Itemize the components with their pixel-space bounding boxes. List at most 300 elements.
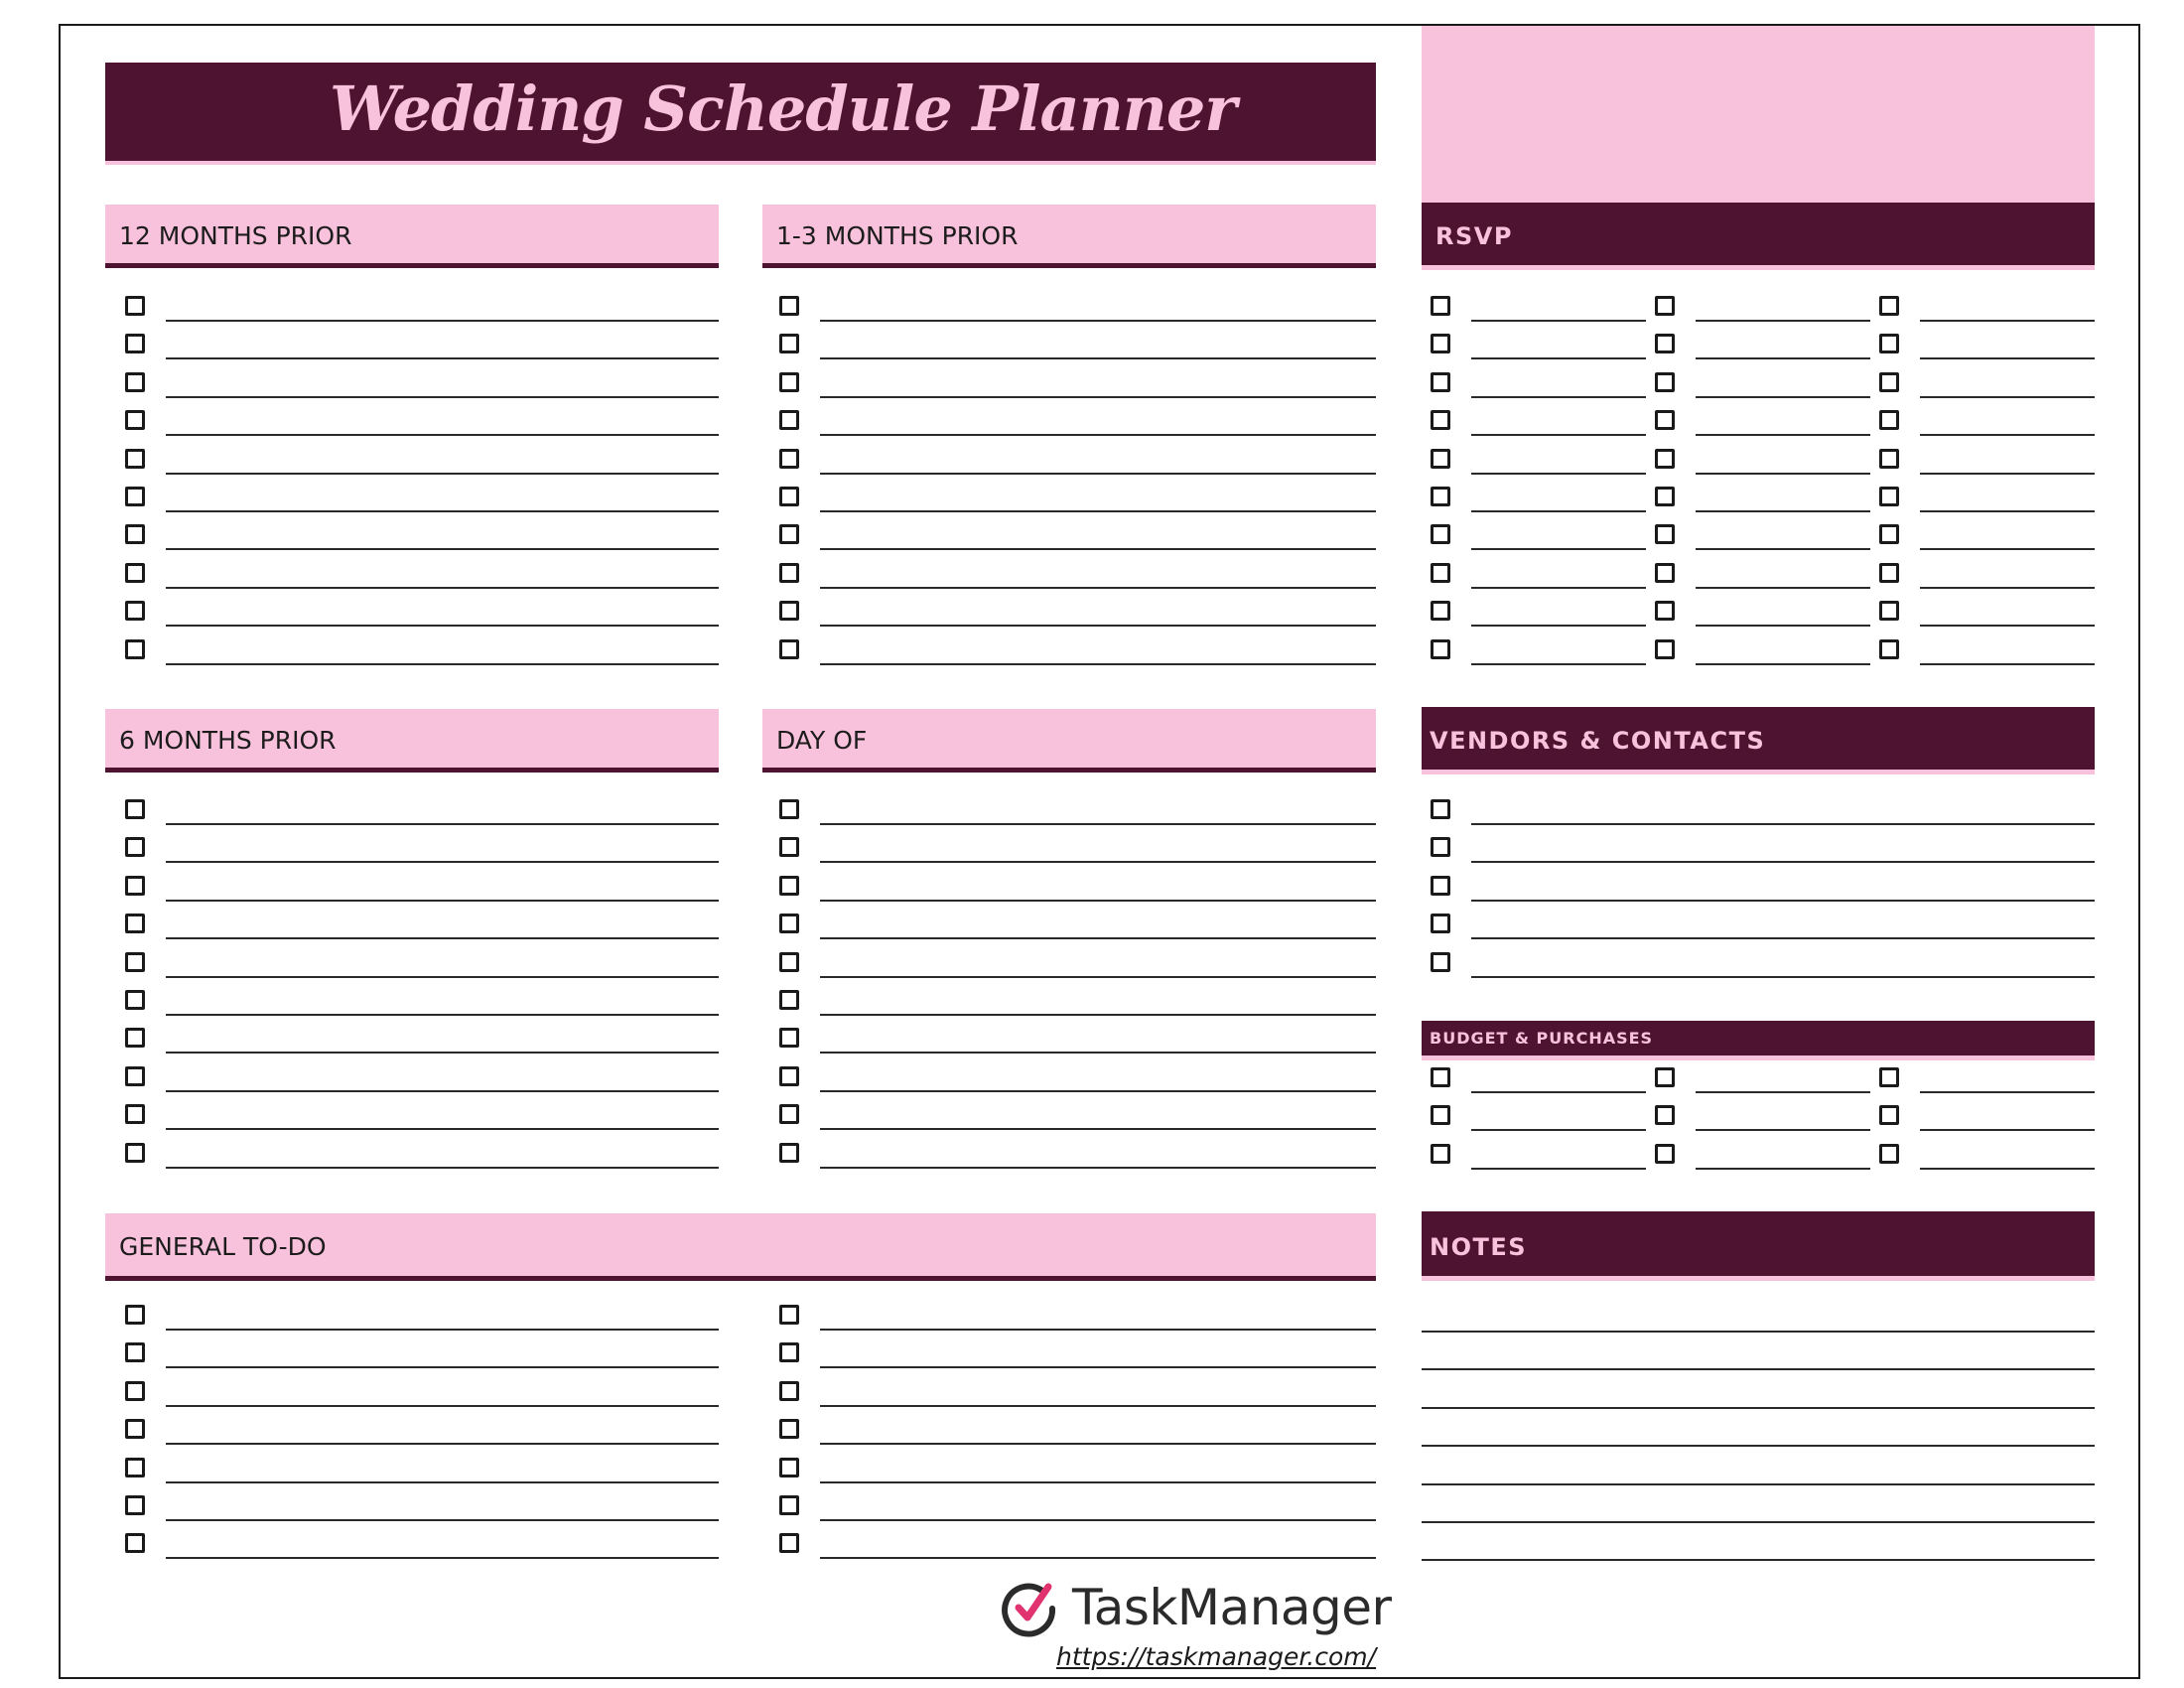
checkbox[interactable]: [779, 1495, 799, 1515]
write-in-line[interactable]: [1471, 663, 1646, 665]
checklist-row: [125, 632, 719, 669]
checkbox[interactable]: [125, 487, 145, 506]
checklist-row: [779, 593, 1376, 631]
write-in-line[interactable]: [1920, 663, 2095, 665]
checklist-row: [1431, 791, 2095, 829]
checkbox[interactable]: [779, 990, 799, 1010]
checklist-row: [1655, 516, 1870, 554]
checkbox[interactable]: [125, 1533, 145, 1553]
checkbox[interactable]: [1879, 1067, 1899, 1087]
brand-name: TaskManager: [1072, 1579, 1392, 1636]
write-in-line[interactable]: [166, 1519, 719, 1521]
checkbox[interactable]: [125, 601, 145, 621]
write-in-line[interactable]: [1471, 357, 1646, 359]
checklist-row: [1879, 593, 2095, 631]
checkbox[interactable]: [1431, 952, 1450, 972]
checklist-row: [779, 402, 1376, 440]
checklist-row: [1431, 402, 1646, 440]
checklist-row: [125, 1335, 719, 1372]
write-in-line[interactable]: [1696, 434, 1870, 436]
checklist-row: [125, 1020, 719, 1057]
write-in-line[interactable]: [1920, 320, 2095, 322]
write-in-line[interactable]: [166, 625, 719, 627]
checklist-row: [1655, 1097, 1870, 1135]
write-in-line[interactable]: [820, 861, 1376, 863]
write-in-line[interactable]: [166, 357, 719, 359]
checkbox[interactable]: [125, 990, 145, 1010]
checklist-row: [779, 632, 1376, 669]
write-in-line[interactable]: [166, 1366, 719, 1368]
checklist-row: [1879, 288, 2095, 326]
checkbox[interactable]: [779, 372, 799, 392]
checklist-row: [1655, 326, 1870, 363]
write-in-line[interactable]: [166, 434, 719, 436]
write-in-line[interactable]: [820, 625, 1376, 627]
write-in-line[interactable]: [1471, 434, 1646, 436]
write-in-line[interactable]: [1471, 625, 1646, 627]
checkbox[interactable]: [1431, 334, 1450, 353]
checkbox[interactable]: [1879, 601, 1899, 621]
checklist-row: [125, 555, 719, 593]
checklist-row: [1655, 555, 1870, 593]
write-in-line[interactable]: [1471, 861, 2095, 863]
checkbox[interactable]: [1655, 296, 1675, 316]
checkbox[interactable]: [1655, 1067, 1675, 1087]
section-title: 6 MONTHS PRIOR: [119, 726, 337, 755]
write-in-line[interactable]: [1920, 625, 2095, 627]
checkbox[interactable]: [1431, 1105, 1450, 1125]
checklist-row: [1655, 1136, 1870, 1174]
write-in-line[interactable]: [166, 587, 719, 589]
checkbox[interactable]: [1879, 372, 1899, 392]
checklist-row: [1431, 632, 1646, 669]
checkbox[interactable]: [779, 296, 799, 316]
checklist-row: [1655, 441, 1870, 479]
section-header-1-3-months: [762, 205, 1376, 268]
checkbox[interactable]: [779, 799, 799, 819]
write-in-line[interactable]: [820, 1014, 1376, 1016]
write-in-line[interactable]: [1471, 320, 1646, 322]
write-in-line[interactable]: [820, 320, 1376, 322]
checkbox[interactable]: [1655, 524, 1675, 544]
write-in-line[interactable]: [1920, 357, 2095, 359]
write-in-line[interactable]: [820, 1090, 1376, 1092]
checklist-row: [1879, 632, 2095, 669]
write-in-line[interactable]: [1471, 900, 2095, 902]
checklist-row: [779, 1020, 1376, 1057]
checkbox[interactable]: [1879, 524, 1899, 544]
checklist-row: [1879, 364, 2095, 402]
checkbox[interactable]: [779, 449, 799, 469]
checklist-row: [125, 906, 719, 943]
checklist-row: [1879, 326, 2095, 363]
write-in-line[interactable]: [820, 976, 1376, 978]
checkbox[interactable]: [1431, 296, 1450, 316]
write-in-line[interactable]: [820, 1329, 1376, 1331]
write-in-line[interactable]: [1471, 587, 1646, 589]
checklist-row: [125, 1450, 719, 1487]
section-title: VENDORS & CONTACTS: [1430, 727, 1766, 755]
checkbox[interactable]: [779, 876, 799, 896]
write-in-line[interactable]: [166, 861, 719, 863]
checkbox[interactable]: [779, 1533, 799, 1553]
write-in-line[interactable]: [1471, 937, 2095, 939]
write-in-line[interactable]: [166, 1090, 719, 1092]
section-header-notes: [1422, 1211, 2095, 1281]
write-in-line[interactable]: [1696, 396, 1870, 398]
checkbox[interactable]: [1431, 1144, 1450, 1164]
write-in-line[interactable]: [820, 1167, 1376, 1169]
checkbox[interactable]: [779, 410, 799, 430]
write-in-line[interactable]: [820, 1481, 1376, 1483]
note-line[interactable]: [1422, 1445, 2095, 1447]
write-in-line[interactable]: [1696, 548, 1870, 550]
checkbox[interactable]: [125, 296, 145, 316]
checklist-row: [1431, 1136, 1646, 1174]
write-in-line[interactable]: [820, 396, 1376, 398]
write-in-line[interactable]: [166, 320, 719, 322]
write-in-line[interactable]: [166, 1405, 719, 1407]
write-in-line[interactable]: [1920, 396, 2095, 398]
write-in-line[interactable]: [1920, 548, 2095, 550]
checkbox[interactable]: [1879, 563, 1899, 583]
checklist-row: [1431, 868, 2095, 906]
checklist-row: [779, 1525, 1376, 1563]
checkbox[interactable]: [779, 837, 799, 857]
write-in-line[interactable]: [820, 473, 1376, 475]
checkbox[interactable]: [125, 914, 145, 933]
checkbox[interactable]: [1655, 410, 1675, 430]
checklist-row: [1655, 402, 1870, 440]
write-in-line[interactable]: [166, 937, 719, 939]
write-in-line[interactable]: [166, 1557, 719, 1559]
write-in-line[interactable]: [820, 1366, 1376, 1368]
checkbox[interactable]: [1879, 639, 1899, 659]
write-in-line[interactable]: [1696, 320, 1870, 322]
decorative-pink-block: [1422, 26, 2095, 203]
checkbox[interactable]: [1431, 914, 1450, 933]
checkbox[interactable]: [1655, 334, 1675, 353]
section-header-rsvp: [1422, 203, 2095, 270]
checklist-row: [125, 593, 719, 631]
checklist-row: [1431, 364, 1646, 402]
checklist-row: [1879, 441, 2095, 479]
write-in-line[interactable]: [166, 1128, 719, 1130]
checkbox[interactable]: [1879, 296, 1899, 316]
checkbox[interactable]: [125, 1495, 145, 1515]
write-in-line[interactable]: [166, 1052, 719, 1054]
checklist-row: [125, 516, 719, 554]
note-line[interactable]: [1422, 1407, 2095, 1409]
note-line[interactable]: [1422, 1521, 2095, 1523]
checklist-row: [1655, 632, 1870, 669]
checkbox[interactable]: [1431, 876, 1450, 896]
write-in-line[interactable]: [1471, 1129, 1646, 1131]
section-title: 1-3 MONTHS PRIOR: [776, 221, 1019, 250]
checkbox[interactable]: [125, 1028, 145, 1048]
checkbox[interactable]: [1431, 487, 1450, 506]
section-title: NOTES: [1430, 1233, 1528, 1261]
write-in-line[interactable]: [166, 510, 719, 512]
checklist-row: [779, 1096, 1376, 1134]
page-title: Wedding Schedule Planner: [330, 72, 1236, 145]
write-in-line[interactable]: [166, 1329, 719, 1331]
checkbox[interactable]: [1879, 410, 1899, 430]
checkbox[interactable]: [779, 952, 799, 972]
write-in-line[interactable]: [166, 900, 719, 902]
write-in-line[interactable]: [166, 473, 719, 475]
checkbox[interactable]: [125, 1419, 145, 1439]
checkbox[interactable]: [125, 524, 145, 544]
write-in-line[interactable]: [166, 823, 719, 825]
checklist-row: [1655, 1059, 1870, 1097]
checklist-row: [1431, 479, 1646, 516]
note-line[interactable]: [1422, 1331, 2095, 1333]
checkbox[interactable]: [779, 1342, 799, 1362]
checklist-row: [125, 1525, 719, 1563]
write-in-line[interactable]: [1696, 1091, 1870, 1093]
checkbox[interactable]: [779, 1066, 799, 1086]
write-in-line[interactable]: [166, 396, 719, 398]
checkbox[interactable]: [1655, 563, 1675, 583]
write-in-line[interactable]: [820, 1052, 1376, 1054]
section-title: RSVP: [1435, 222, 1513, 250]
checkbox[interactable]: [125, 449, 145, 469]
write-in-line[interactable]: [1920, 1091, 2095, 1093]
section-header-budget: [1422, 1021, 2095, 1060]
checkmark-circle-icon: [999, 1579, 1058, 1638]
checklist-row: [1655, 364, 1870, 402]
checkbox[interactable]: [779, 563, 799, 583]
write-in-line[interactable]: [820, 1443, 1376, 1445]
checklist-row: [779, 1411, 1376, 1449]
checkbox[interactable]: [1431, 837, 1450, 857]
checklist-row: [1879, 1097, 2095, 1135]
checklist-row: [779, 1058, 1376, 1096]
checklist-row: [779, 288, 1376, 326]
checkbox[interactable]: [779, 1143, 799, 1163]
brand-url[interactable]: https://taskmanager.com/: [1056, 1642, 1377, 1671]
checklist-row: [1879, 516, 2095, 554]
write-in-line[interactable]: [820, 663, 1376, 665]
checklist-row: [125, 868, 719, 906]
checklist-row: [125, 1096, 719, 1134]
write-in-line[interactable]: [1696, 663, 1870, 665]
note-line[interactable]: [1422, 1368, 2095, 1370]
write-in-line[interactable]: [820, 1405, 1376, 1407]
checkbox[interactable]: [779, 601, 799, 621]
checkbox[interactable]: [125, 1342, 145, 1362]
write-in-line[interactable]: [820, 1519, 1376, 1521]
checkbox[interactable]: [125, 1458, 145, 1477]
checkbox[interactable]: [125, 372, 145, 392]
section-title: BUDGET & PURCHASES: [1430, 1029, 1654, 1048]
write-in-line[interactable]: [1696, 587, 1870, 589]
write-in-line[interactable]: [1696, 625, 1870, 627]
checklist-row: [1431, 516, 1646, 554]
write-in-line[interactable]: [820, 357, 1376, 359]
write-in-line[interactable]: [166, 663, 719, 665]
write-in-line[interactable]: [820, 434, 1376, 436]
write-in-line[interactable]: [820, 900, 1376, 902]
checkbox[interactable]: [125, 876, 145, 896]
checkbox[interactable]: [1655, 1144, 1675, 1164]
write-in-line[interactable]: [1471, 976, 2095, 978]
checkbox[interactable]: [1879, 334, 1899, 353]
write-in-line[interactable]: [1471, 548, 1646, 550]
checklist-row: [125, 1373, 719, 1411]
write-in-line[interactable]: [166, 1443, 719, 1445]
checkbox[interactable]: [125, 952, 145, 972]
checklist-row: [1879, 402, 2095, 440]
write-in-line[interactable]: [166, 1014, 719, 1016]
checkbox[interactable]: [1431, 524, 1450, 544]
write-in-line[interactable]: [166, 1167, 719, 1169]
checkbox[interactable]: [779, 334, 799, 353]
checklist-row: [779, 944, 1376, 982]
checkbox[interactable]: [779, 914, 799, 933]
write-in-line[interactable]: [820, 587, 1376, 589]
write-in-line[interactable]: [820, 1557, 1376, 1559]
write-in-line[interactable]: [1471, 510, 1646, 512]
checkbox[interactable]: [1431, 449, 1450, 469]
checkbox[interactable]: [1655, 487, 1675, 506]
write-in-line[interactable]: [820, 510, 1376, 512]
checkbox[interactable]: [1655, 372, 1675, 392]
checkbox[interactable]: [1431, 563, 1450, 583]
checklist-row: [779, 1487, 1376, 1525]
write-in-line[interactable]: [1696, 357, 1870, 359]
checklist-row: [779, 1135, 1376, 1173]
checkbox[interactable]: [125, 837, 145, 857]
checkbox[interactable]: [779, 487, 799, 506]
checklist-row: [1431, 326, 1646, 363]
title-banner: [105, 63, 1376, 165]
checklist-row: [125, 441, 719, 479]
checkbox[interactable]: [1655, 601, 1675, 621]
section-title: GENERAL TO-DO: [119, 1232, 327, 1261]
checklist-row: [1879, 1136, 2095, 1174]
checkbox[interactable]: [779, 524, 799, 544]
write-in-line[interactable]: [166, 1481, 719, 1483]
note-line[interactable]: [1422, 1483, 2095, 1485]
checkbox[interactable]: [1879, 1144, 1899, 1164]
checkbox[interactable]: [779, 1419, 799, 1439]
checklist-row: [779, 829, 1376, 867]
write-in-line[interactable]: [1920, 510, 2095, 512]
write-in-line[interactable]: [166, 976, 719, 978]
checkbox[interactable]: [1879, 487, 1899, 506]
checkbox[interactable]: [1431, 372, 1450, 392]
checklist-row: [125, 1411, 719, 1449]
checklist-row: [779, 364, 1376, 402]
checkbox[interactable]: [125, 410, 145, 430]
checkbox[interactable]: [1431, 601, 1450, 621]
checklist-row: [779, 1373, 1376, 1411]
checklist-row: [779, 516, 1376, 554]
write-in-line[interactable]: [1696, 473, 1870, 475]
write-in-line[interactable]: [1471, 1168, 1646, 1170]
checklist-row: [1431, 1059, 1646, 1097]
checklist-row: [779, 1450, 1376, 1487]
checkbox[interactable]: [779, 639, 799, 659]
write-in-line[interactable]: [166, 548, 719, 550]
checkbox[interactable]: [125, 1066, 145, 1086]
checkbox[interactable]: [125, 334, 145, 353]
write-in-line[interactable]: [1920, 1168, 2095, 1170]
checklist-row: [125, 288, 719, 326]
write-in-line[interactable]: [1471, 1091, 1646, 1093]
checkbox[interactable]: [125, 1381, 145, 1401]
checklist-row: [779, 1297, 1376, 1335]
checkbox[interactable]: [779, 1104, 799, 1124]
checkbox[interactable]: [125, 1305, 145, 1325]
write-in-line[interactable]: [820, 823, 1376, 825]
checkbox[interactable]: [779, 1458, 799, 1477]
write-in-line[interactable]: [1920, 587, 2095, 589]
checkbox[interactable]: [125, 639, 145, 659]
checklist-row: [1655, 593, 1870, 631]
checklist-row: [779, 906, 1376, 943]
checklist-row: [1655, 479, 1870, 516]
checkbox[interactable]: [1879, 1105, 1899, 1125]
section-header-6-months: [105, 709, 719, 773]
checklist-row: [1431, 441, 1646, 479]
write-in-line[interactable]: [1696, 1168, 1870, 1170]
write-in-line[interactable]: [820, 937, 1376, 939]
checkbox[interactable]: [125, 1143, 145, 1163]
write-in-line[interactable]: [820, 1128, 1376, 1130]
checkbox[interactable]: [1431, 410, 1450, 430]
checklist-row: [125, 1058, 719, 1096]
write-in-line[interactable]: [1696, 510, 1870, 512]
checkbox[interactable]: [779, 1381, 799, 1401]
checkbox[interactable]: [1655, 1105, 1675, 1125]
write-in-line[interactable]: [1920, 1129, 2095, 1131]
checklist-row: [1431, 288, 1646, 326]
write-in-line[interactable]: [1471, 396, 1646, 398]
checkbox[interactable]: [125, 1104, 145, 1124]
checklist-row: [125, 402, 719, 440]
checkbox[interactable]: [779, 1028, 799, 1048]
checklist-row: [125, 1297, 719, 1335]
checkbox[interactable]: [779, 1305, 799, 1325]
write-in-line[interactable]: [1696, 1129, 1870, 1131]
section-header-vendors: [1422, 707, 2095, 774]
checkbox[interactable]: [125, 563, 145, 583]
checklist-row: [125, 829, 719, 867]
note-line[interactable]: [1422, 1559, 2095, 1561]
write-in-line[interactable]: [1471, 823, 2095, 825]
checkbox[interactable]: [125, 799, 145, 819]
section-header-general: [105, 1213, 1376, 1281]
write-in-line[interactable]: [820, 548, 1376, 550]
checklist-row: [1431, 906, 2095, 943]
checkbox[interactable]: [1879, 449, 1899, 469]
checklist-row: [1879, 1059, 2095, 1097]
write-in-line[interactable]: [1920, 434, 2095, 436]
checklist-row: [125, 1135, 719, 1173]
checkbox[interactable]: [1655, 449, 1675, 469]
write-in-line[interactable]: [1471, 473, 1646, 475]
checklist-row: [1431, 555, 1646, 593]
checkbox[interactable]: [1431, 799, 1450, 819]
checklist-row: [1431, 593, 1646, 631]
checkbox[interactable]: [1431, 639, 1450, 659]
checkbox[interactable]: [1431, 1067, 1450, 1087]
write-in-line[interactable]: [1920, 473, 2095, 475]
checkbox[interactable]: [1655, 639, 1675, 659]
